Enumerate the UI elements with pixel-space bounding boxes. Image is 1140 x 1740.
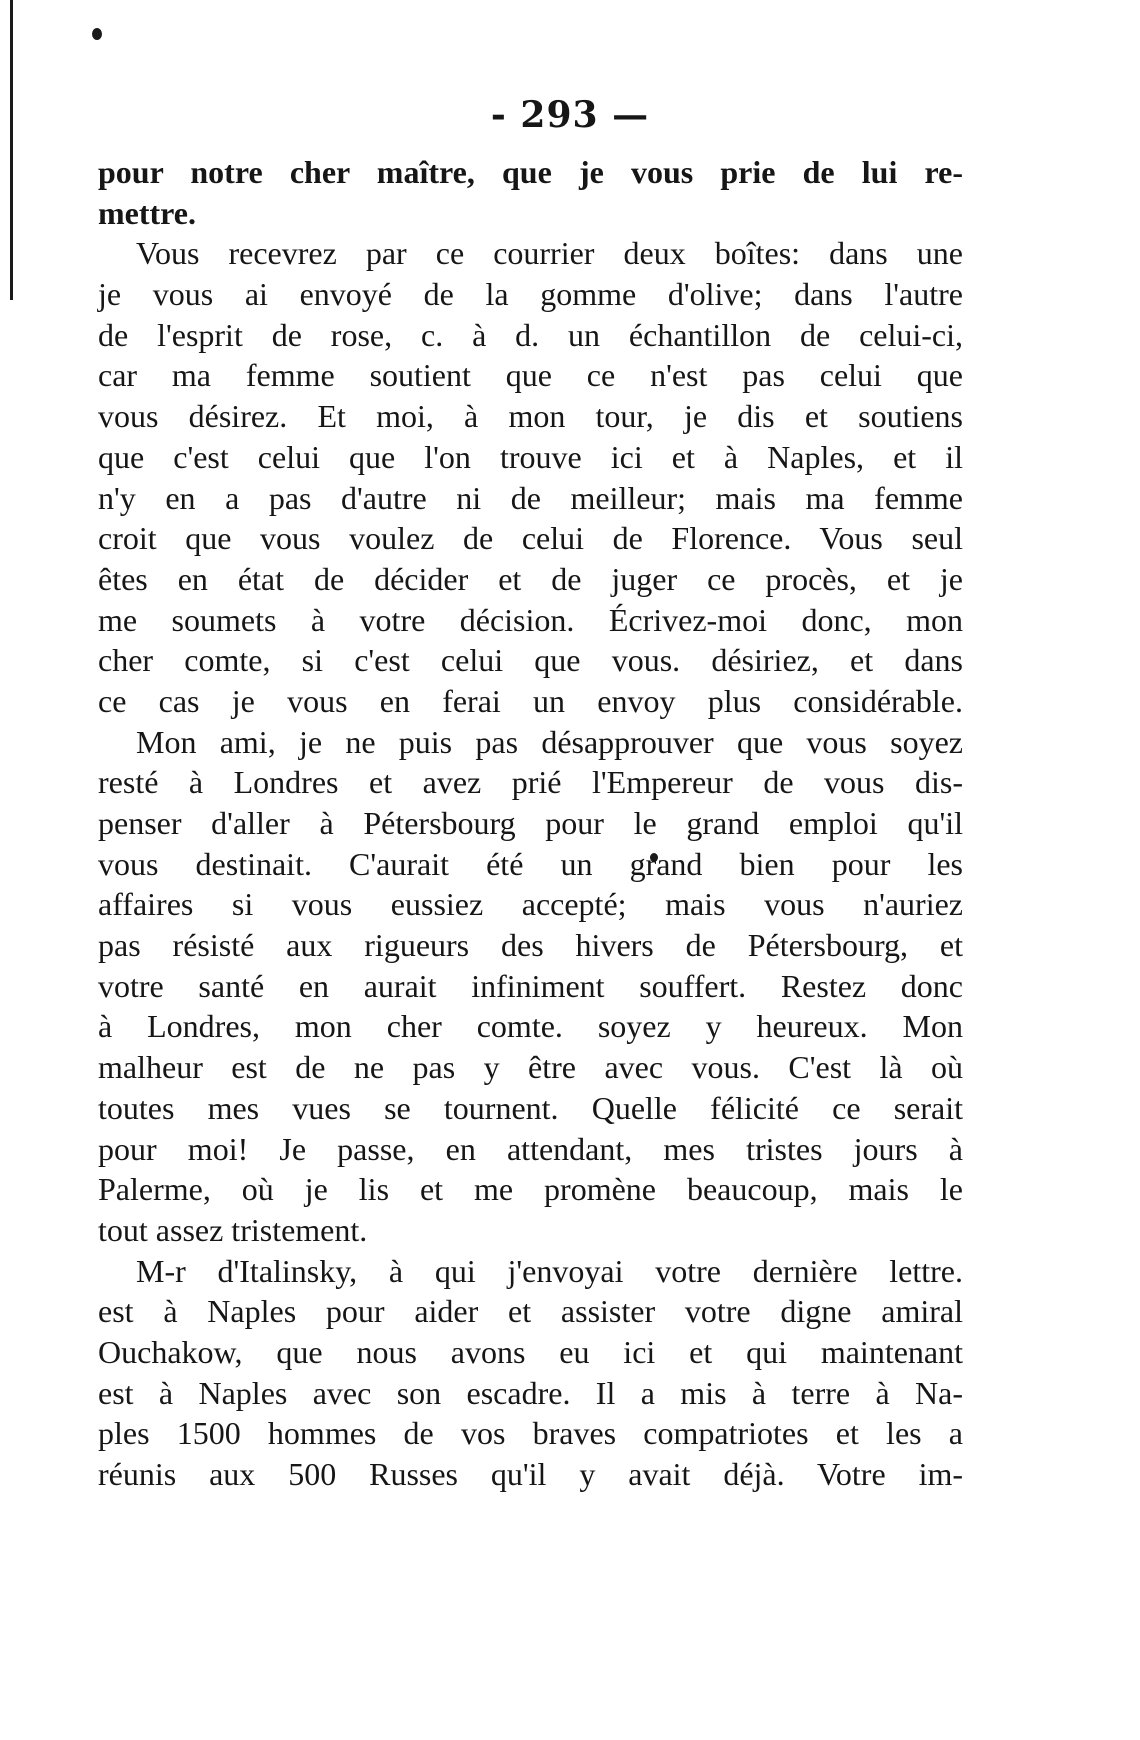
text-line: mettre. xyxy=(98,194,196,231)
text-line: est à Naples pour aider et assister votre digne amiral xyxy=(98,1293,963,1330)
text-line: ples 1500 hommes de vos braves compatriotes et les a xyxy=(98,1415,963,1452)
text-line: resté à Londres et avez prié l'Empereur de vous dis- xyxy=(98,764,963,801)
text-line: Vous recevrez par ce courrier deux boîtes: dans une xyxy=(136,235,963,272)
text-line: penser d'aller à Pétersbourg pour le grand emploi qu'il xyxy=(98,805,963,841)
text-line: pas résisté aux rigueurs des hivers de Pétersbourg, et xyxy=(98,927,963,964)
text-line: pour moi! Je passe, en attendant, mes tristes jours à xyxy=(98,1130,963,1167)
text-line: je vous ai envoyé de la gomme d'olive; dans l'autre xyxy=(98,276,963,313)
text-line: est à Naples avec son escadre. Il a mis à terre à Na- xyxy=(98,1374,963,1411)
text-line: toutes mes vues se tournent. Quelle félicité ce serait xyxy=(98,1089,963,1126)
text-line: croit que vous voulez de celui de Florence. Vous seul xyxy=(98,520,963,557)
text-line: Mon ami, je ne puis pas désapprouver que vous soyez xyxy=(136,723,963,760)
body-text xyxy=(98,152,963,1495)
text-line: affaires si vous eussiez accepté; mais vous n'auriez xyxy=(98,886,963,923)
text-line: car ma femme soutient que ce n'est pas celui que xyxy=(98,357,963,394)
text-line: M-r d'Italinsky, à qui j'envoyai votre dernière lettre. xyxy=(136,1252,963,1289)
text-line: ce cas je vous en ferai un envoy plus considérable. xyxy=(98,682,963,719)
text-line: n'y en a pas d'autre ni de meilleur; mais ma femme xyxy=(98,479,963,516)
text-line: vous destinait. C'aurait été un grand bien pour les xyxy=(98,845,963,882)
text-line: de l'esprit de rose, c. à d. un échantillon de celui-ci, xyxy=(98,316,963,353)
text-line: malheur est de ne pas y être avec vous. C'est là où xyxy=(98,1049,963,1086)
text-line: êtes en état de décider et de juger ce procès, et je xyxy=(98,560,963,597)
text-line: que c'est celui que l'on trouve ici et à Naples, et il xyxy=(98,438,963,475)
text-line: vous désirez. Et moi, à mon tour, je dis et soutiens xyxy=(98,398,963,435)
text-line: pour notre cher maître, que je vous prie de lui re- xyxy=(98,154,963,190)
ink-speck xyxy=(92,28,102,40)
page-edge-rule xyxy=(10,0,13,300)
text-line: à Londres, mon cher comte. soyez y heureux. Mon xyxy=(98,1008,963,1045)
text-line: cher comte, si c'est celui que vous. désiriez, et dans xyxy=(98,642,963,679)
text-line: tout assez tristement. xyxy=(98,1211,368,1248)
text-line: Ouchakow, que nous avons eu ici et qui maintenant xyxy=(98,1333,963,1370)
page-number-header: - 293 — xyxy=(490,94,650,136)
text-line: réunis aux 500 Russes qu'il y avait déjà. Votre im- xyxy=(98,1456,963,1492)
text-line: Palerme, où je lis et me promène beaucoup, mais le xyxy=(98,1171,963,1208)
text-line: me soumets à votre décision. Écrivez-moi donc, mon xyxy=(98,601,963,638)
text-line: votre santé en aurait infiniment souffert. Restez donc xyxy=(98,967,963,1004)
